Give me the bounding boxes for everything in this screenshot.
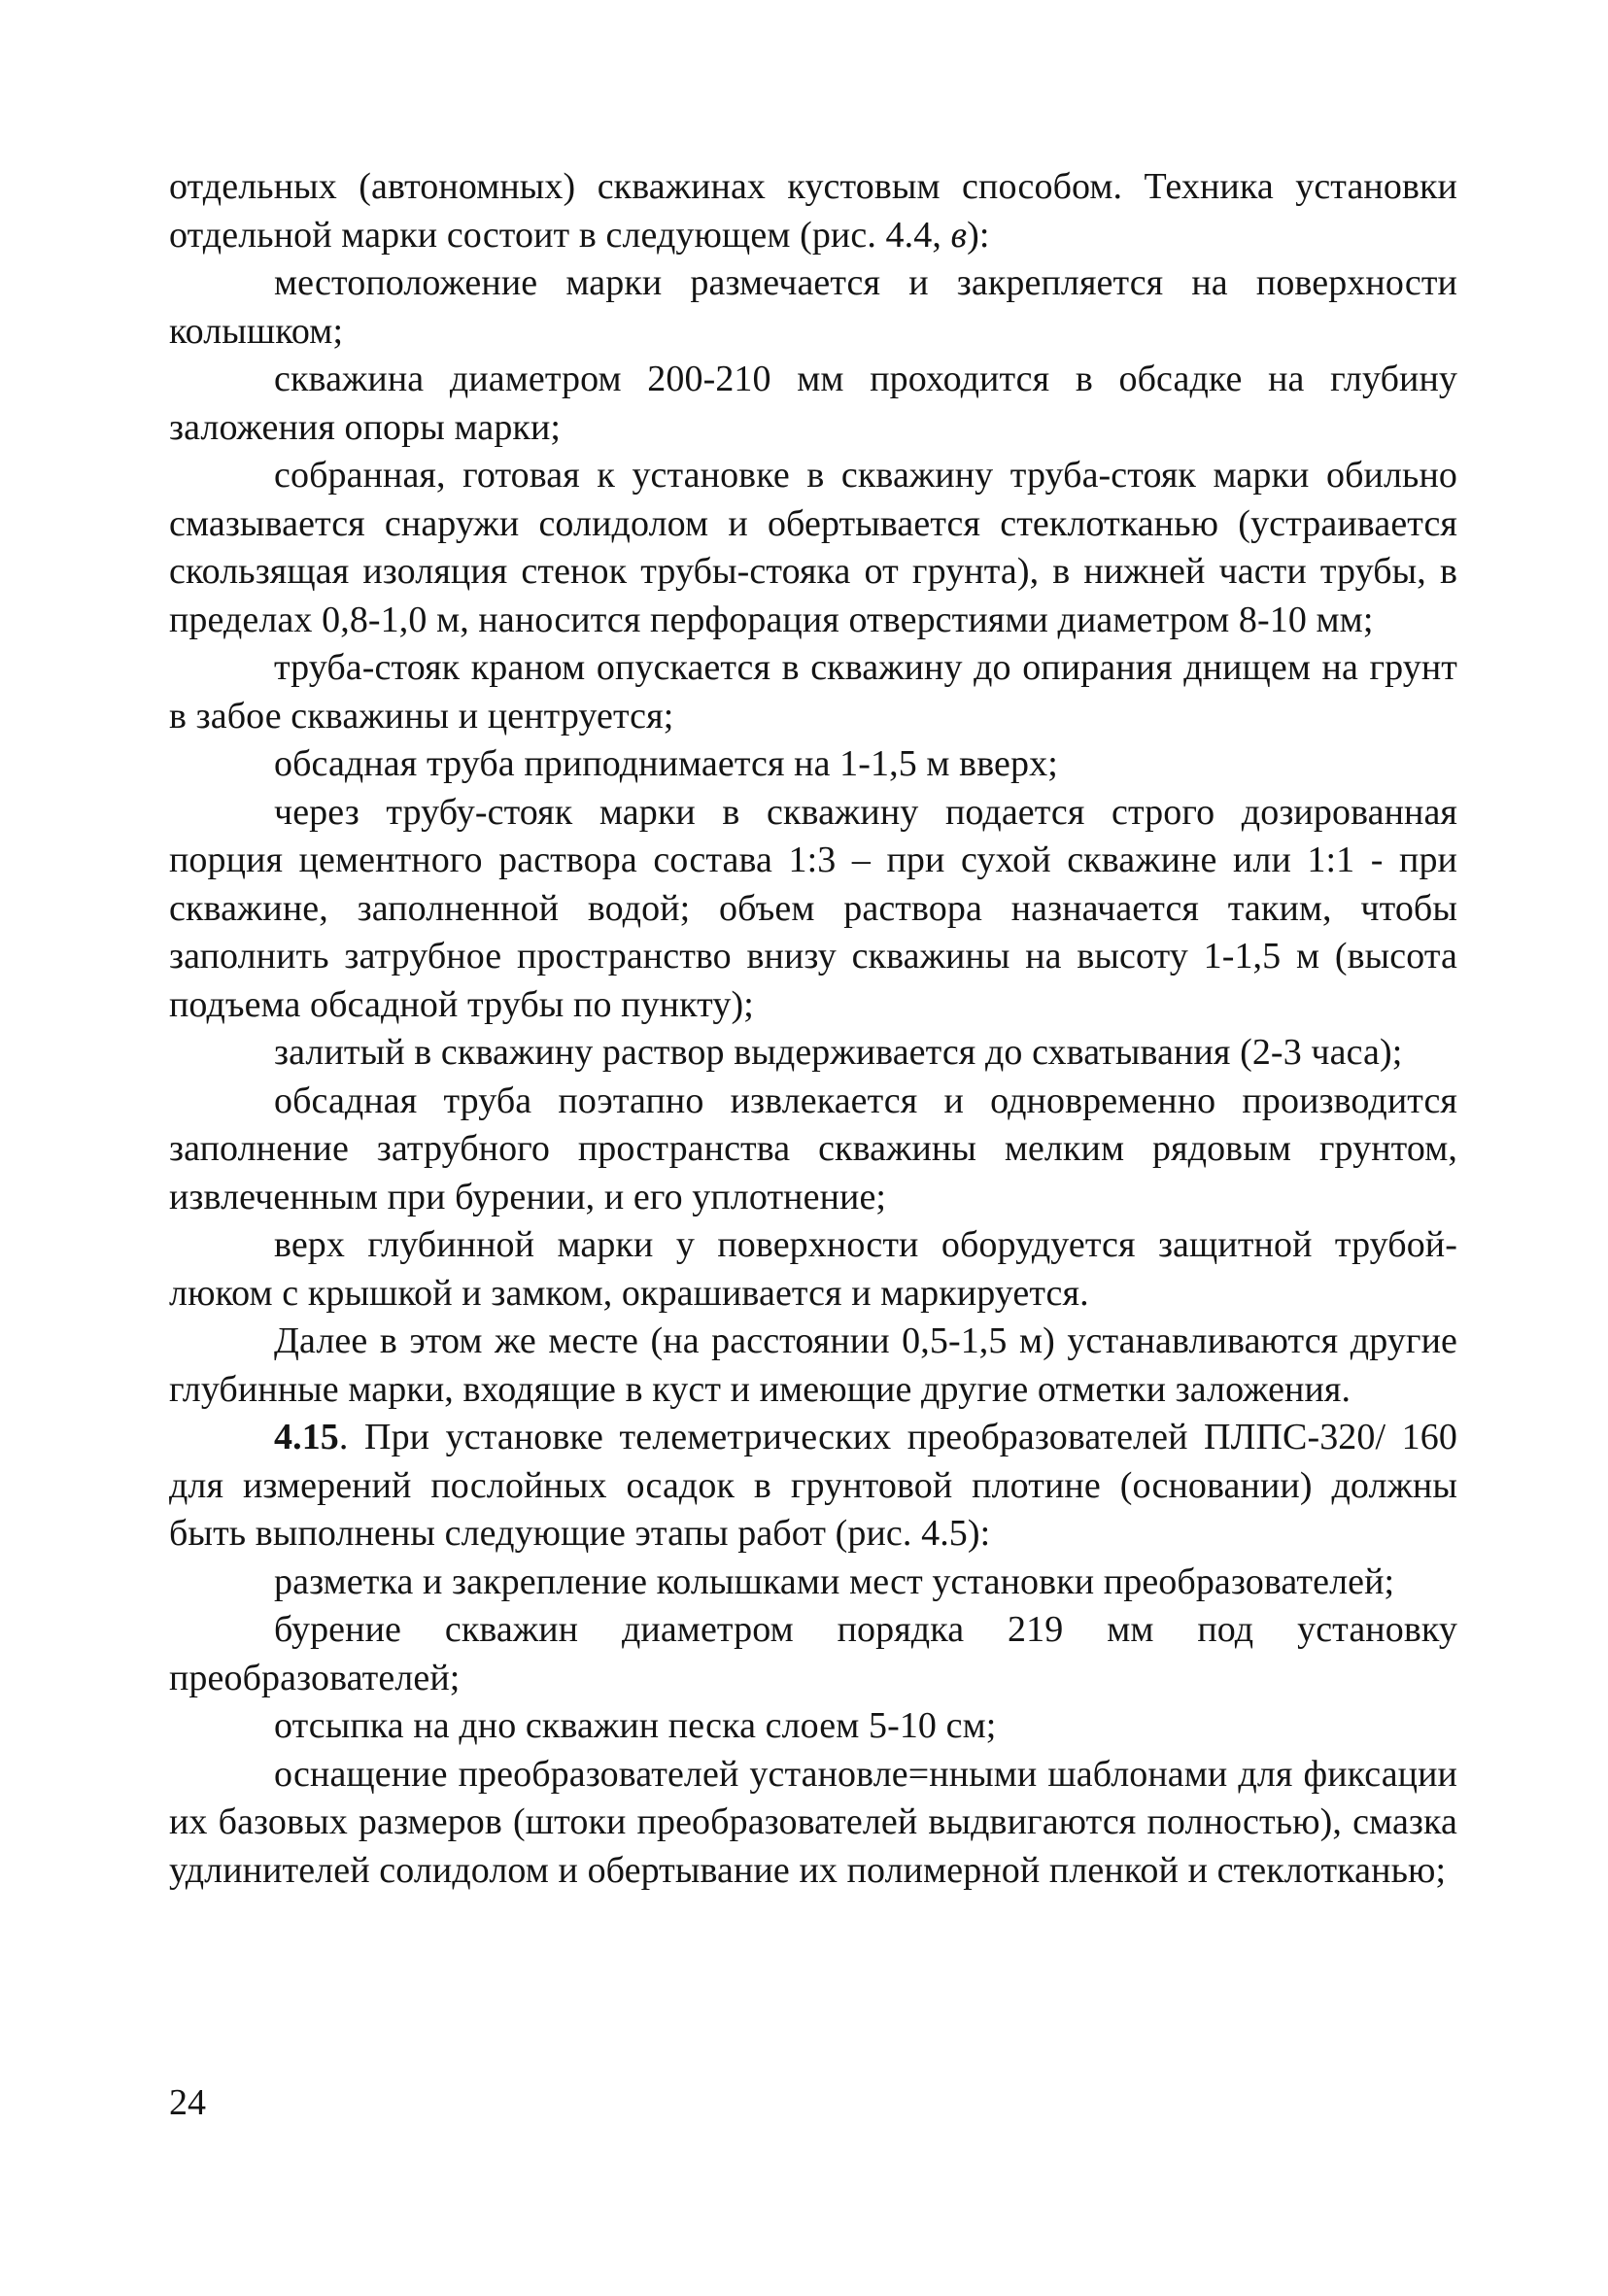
- page-body: [169, 163, 1457, 1895]
- list-item-marking: местоположение марки размечается и закрепляется на поверхности колышком;: [169, 262, 1457, 352]
- list-item-pipe-lowering: труба-стояк краном опускается в скважину до опирания днищем на грунт в забое скважины и центруется;: [169, 647, 1457, 737]
- paragraph-cluster: Далее в этом же месте (на расстоянии 0,5-1,5 м) устанавливаются другие глубинные марки, входящие в куст и имеющие другие отметки заложения.: [169, 1320, 1457, 1410]
- section-4-15: [169, 1414, 1457, 1559]
- list-item-casing-extraction: обсадная труба поэтапно извлекается и одновременно производится заполнение затрубного пространства скважины мелким рядовым грунтом, извлеченным при бурении, и его уплотнение;: [169, 1079, 1457, 1217]
- list-item-casing-lift: обсадная труба приподнимается на 1-1,5 м вверх;: [274, 743, 1058, 784]
- paragraph-text: отдельных (автономных) скважинах кустовым способом. Техника установки отдельной марки состоит в следующем (рис. 4.4,: [169, 166, 1457, 256]
- list-item-drilling: бурение скважин диаметром порядка 219 мм под установку преобразователей;: [169, 1609, 1457, 1698]
- list-item-curing: залитый в скважину раствор выдерживается до схватывания (2-3 часа);: [274, 1032, 1403, 1073]
- list-item-borehole: скважина диаметром 200-210 мм проходится в обсадке на глубину заложения опоры марки;: [169, 359, 1457, 448]
- list-item-layout-marking: разметка и закрепление колышками мест установки преобразователей;: [274, 1560, 1395, 1602]
- list-item-protective-pipe: верх глубинной марки у поверхности оборудуется защитной трубой-люком с крышкой и замком, окрашивается и маркируется.: [169, 1224, 1457, 1314]
- figure-letter: в: [950, 214, 968, 256]
- list-item-sand-fill: отсыпка на дно скважин песка слоем 5-10 см;: [274, 1705, 997, 1746]
- paragraph-tail: ):: [967, 214, 990, 256]
- page-number: 24: [169, 2082, 206, 2123]
- list-item-cement-feed: через трубу-стояк марки в скважину подается строго дозированная порция цементного раствора состава 1:3 – при сухой скважине или 1:1 - при скважине, заполненной водой; объем раствора назначается таким, чтобы заполнить затрубное пространство внизу скважины на высоту 1-1,5 м (высота подъема обсадной трубы по пункту);: [169, 791, 1457, 1025]
- section-number: 4.15: [274, 1417, 339, 1457]
- paragraph-intro: [169, 163, 1457, 259]
- section-text: . При установке телеметрических преобразователей ПЛПС-320/ 160 для измерений послойных осадок в грунтовой плотине (основании) должны быть выполнены следующие этапы работ (рис. 4.5):: [169, 1417, 1457, 1554]
- list-item-pipe-preparation: собранная, готовая к установке в скважину труба-стояк марки обильно смазывается снаружи солидолом и обертывается стеклотканью (устраивается скользящая изоляция стенок трубы-стояка от грунта), в нижней части трубы, в пределах 0,8-1,0 м, наносится перфорация отверстиями диаметром 8-10 мм;: [169, 455, 1457, 640]
- list-item-equipping: оснащение преобразователей установле=нными шаблонами для фиксации их базовых размеров (штоки преобразователей выдвигаются полностью), смазка удлинителей солидолом и обертывание их полимерной пленкой и стеклотканью;: [169, 1753, 1457, 1891]
